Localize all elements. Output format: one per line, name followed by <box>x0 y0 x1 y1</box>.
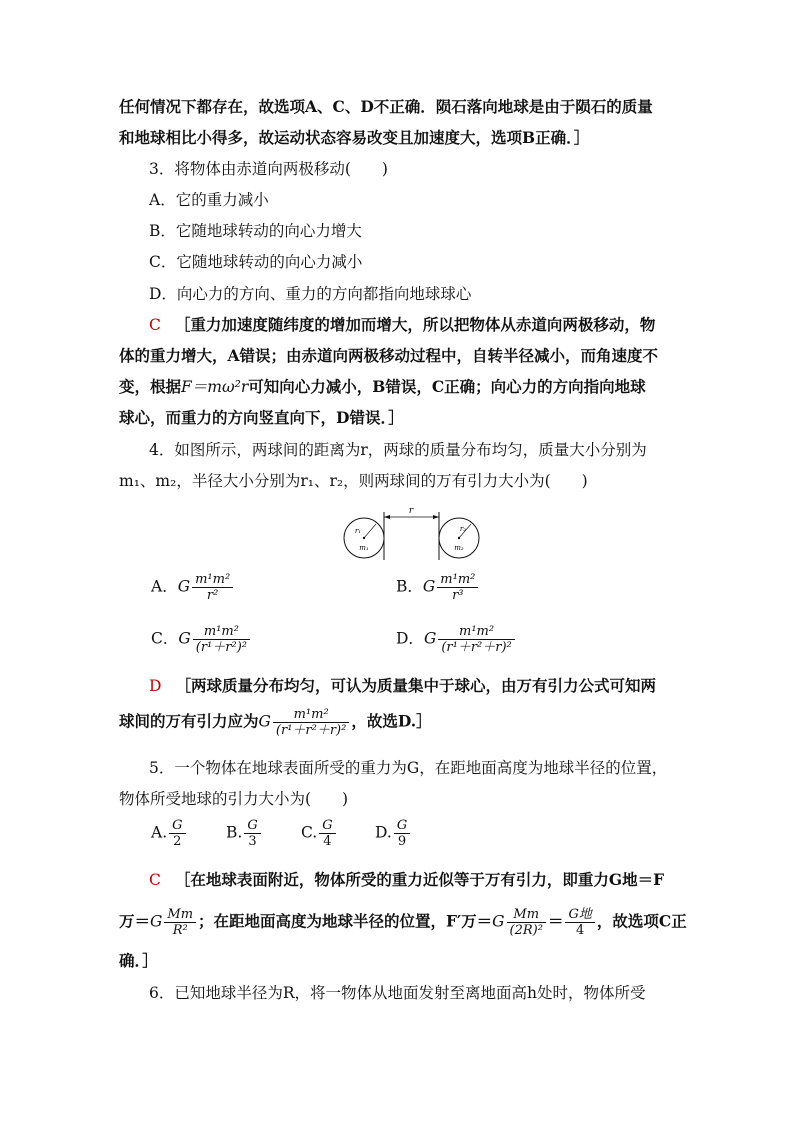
denominator: r² <box>206 588 219 603</box>
sphere-1-radius-label: r₁ <box>354 527 362 535</box>
answer-3-letter: C <box>149 316 161 334</box>
denominator: (r¹＋r²)² <box>195 640 247 655</box>
gravity-constant: G <box>258 712 271 731</box>
answer-5-line-1 <box>149 869 664 891</box>
question-3-option-a: A．它的重力减小 <box>149 191 269 209</box>
fraction-b <box>437 572 478 603</box>
question-5-option-b <box>226 818 263 849</box>
answer-4-text-1: ［两球质量分布均匀，可认为质量集中于球心，由万有引力公式可知两 <box>175 676 656 695</box>
question-4-option-b <box>396 572 480 603</box>
numerator: G <box>319 818 335 834</box>
sphere-2-radius-label: r₂ <box>459 525 467 533</box>
numerator: G <box>169 818 185 834</box>
numerator: m¹m² <box>193 624 250 640</box>
answer-4-text-2b: ，故选D.］ <box>351 711 432 731</box>
answer-3-line-4: 球心，而重力的方向竖直向下，D错误．］ <box>119 408 404 427</box>
numerator: Mm <box>164 907 196 923</box>
question-5-options <box>151 818 471 864</box>
question-3-option-b: B．它随地球转动的向心力增大 <box>149 222 362 240</box>
denominator: 4 <box>576 923 585 938</box>
denominator: (2R)² <box>509 923 543 938</box>
question-4-option-c <box>151 624 252 655</box>
two-spheres-figure <box>340 502 490 562</box>
gravity-constant: G <box>178 629 191 648</box>
question-5-option-c <box>301 818 338 849</box>
fraction-a <box>192 572 233 603</box>
question-4-option-d <box>396 624 517 655</box>
arrow-head-right <box>433 515 439 519</box>
answer-continuation-line-2: 和地球相比小得多，故运动状态容易改变且加速度大，选项B正确．］ <box>119 128 590 147</box>
answer-5-letter: C <box>149 871 161 889</box>
question-5-line-1: 5．一个物体在地球表面所受的重力为G，在距地面高度为地球半径的位置， <box>149 759 668 777</box>
option-fraction <box>319 818 335 849</box>
numerator: Mm <box>507 907 546 923</box>
denominator: R² <box>172 923 188 938</box>
answer-5-text-2a: 万＝ <box>119 911 151 931</box>
distance-label: r <box>408 506 414 516</box>
question-3-option-d: D．向心力的方向、重力的方向都指向地球球心 <box>149 285 472 303</box>
denominator: 3 <box>248 834 257 849</box>
question-4-line-1: 4．如图所示，两球间的距离为r，两球的质量分布均匀，质量大小分别为 <box>149 441 647 459</box>
question-4-option-a <box>151 572 235 603</box>
option-fraction <box>169 818 185 849</box>
answer-4-line-1 <box>149 675 656 697</box>
answer-3-line-2: 体的重力增大，A错误；由赤道向两极移动过程中，自转半径减小，而角速度不 <box>119 346 659 365</box>
answer-3-text-3b: 可知向心力减小，B错误，C正确；向心力的方向指向地球 <box>248 377 646 396</box>
fraction-Mm-2R2 <box>507 907 546 938</box>
fraction-answer-4 <box>273 707 349 738</box>
question-4-line-2: m₁、m₂，半径大小分别为r₁、r₂，则两球间的万有引力大小为( ) <box>119 472 588 490</box>
gravity-constant: G <box>422 577 436 596</box>
numerator: G <box>394 818 410 834</box>
denominator: (r¹＋r²＋r)² <box>275 723 347 738</box>
sphere-1-mass-label: m₁ <box>359 544 369 552</box>
numerator: m¹m² <box>273 707 349 723</box>
answer-3-line-1 <box>149 314 655 336</box>
gravity-constant: G <box>177 577 191 596</box>
answer-3-text-3a: 变，根据 <box>119 377 182 396</box>
option-label: B. <box>226 823 243 842</box>
question-5-option-a <box>151 818 188 849</box>
option-b-label: B． <box>396 577 423 596</box>
sphere-2-mass-label: m₂ <box>454 544 464 552</box>
answer-5-text-1: ［在地球表面附近，物体所受的重力近似等于万有引力，即重力G地＝F <box>174 870 665 889</box>
option-d-label: D． <box>396 629 424 648</box>
gravity-constant: G <box>492 912 505 931</box>
question-6-line-1: 6．已知地球半径为R，将一物体从地面发射至离地面高h处时，物体所受 <box>149 984 646 1002</box>
option-fraction <box>394 818 410 849</box>
fraction-Mm-R2 <box>164 907 196 938</box>
question-5-line-2: 物体所受地球的引力大小为( ) <box>119 790 349 808</box>
answer-4-text-2a: 球间的万有引力应为 <box>119 711 259 731</box>
option-label: D. <box>375 823 392 842</box>
numerator: G <box>244 818 260 834</box>
numerator: m¹m² <box>192 572 233 588</box>
arrow-head-left <box>384 515 390 519</box>
centripetal-force-formula: F＝mω²r <box>181 378 249 396</box>
numerator: G地 <box>565 907 594 923</box>
answer-5-text-2c: ＝ <box>547 911 564 931</box>
option-a-label: A． <box>151 577 178 596</box>
denominator: 2 <box>173 834 182 849</box>
question-3-option-c: C．它随地球转动的向心力减小 <box>149 253 363 271</box>
option-c-label: C． <box>151 629 179 648</box>
fraction-c <box>193 624 250 655</box>
question-5-option-d <box>375 818 412 849</box>
answer-3-text-1: ［重力加速度随纬度的增加而增大，所以把物体从赤道向两极移动，物 <box>174 315 656 334</box>
gravity-constant: G <box>150 912 163 931</box>
option-label: A. <box>151 823 168 842</box>
answer-3-line-3 <box>119 376 646 398</box>
numerator: m¹m² <box>438 624 514 640</box>
fraction-d <box>438 624 514 655</box>
numerator: m¹m² <box>437 572 478 588</box>
answer-5-text-2d: ，故选项C正 <box>596 911 687 931</box>
option-fraction <box>244 818 260 849</box>
answer-4-line-2 <box>119 707 432 738</box>
answer-continuation-line-1: 任何情况下都存在，故选项A、C、D不正确．陨石落向地球是由于陨石的质量 <box>119 97 653 116</box>
answer-5-line-3: 确．］ <box>119 951 158 970</box>
denominator: r³ <box>452 588 464 603</box>
denominator: (r¹＋r²＋r)² <box>441 640 512 655</box>
sphere-1-radius <box>364 524 376 538</box>
denominator: 9 <box>397 834 407 849</box>
answer-5-text-2b: ；在距地面高度为地球半径的位置，F′万＝ <box>198 911 493 931</box>
fraction-Gdi-4 <box>565 907 594 938</box>
question-3-stem: 3．将物体由赤道向两极移动( ) <box>149 160 388 178</box>
denominator: 4 <box>323 834 332 849</box>
answer-4-letter: D <box>149 677 162 695</box>
option-label: C. <box>301 823 318 842</box>
gravity-constant: G <box>423 629 437 648</box>
answer-5-line-2 <box>119 907 687 938</box>
